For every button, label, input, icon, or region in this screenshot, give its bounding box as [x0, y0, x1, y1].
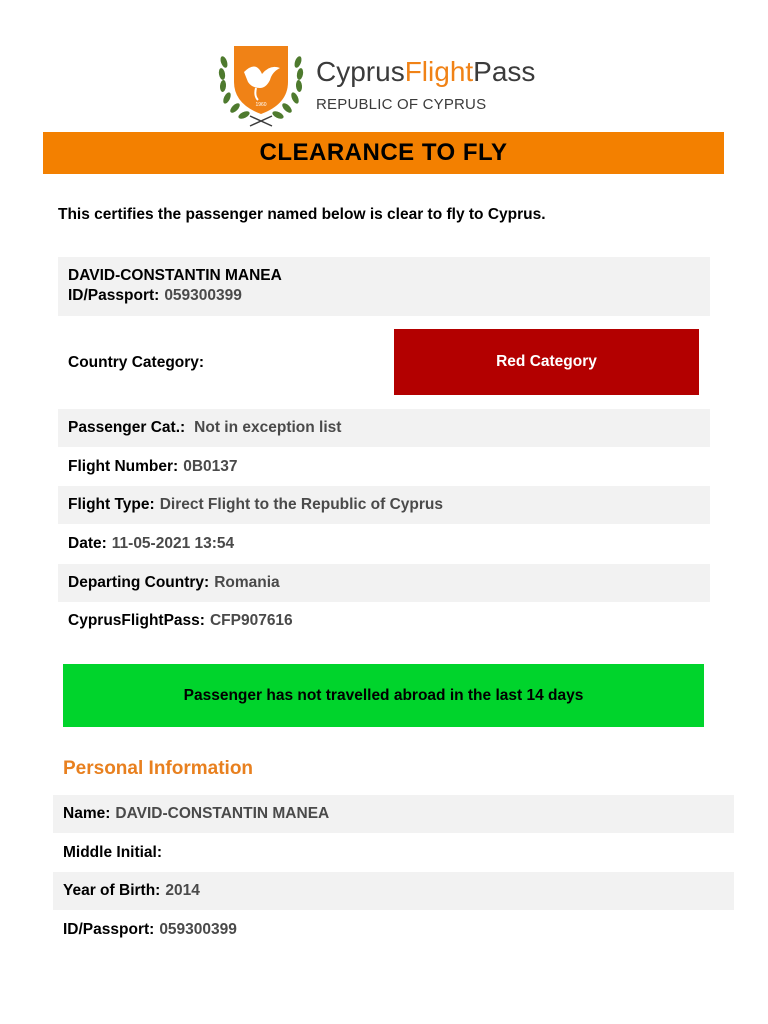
personal-name-value: DAVID-CONSTANTIN MANEA [115, 805, 330, 822]
country-category-value: Red Category [496, 353, 597, 370]
flight-number-value: 0B0137 [183, 458, 238, 475]
date-row [58, 525, 710, 563]
brand-part-flight: Flight [404, 56, 474, 87]
brand-subtitle: REPUBLIC OF CYPRUS [316, 96, 487, 113]
country-category-label: Country Category: [68, 354, 205, 371]
seal-year: 1960 [255, 102, 267, 108]
personal-id-value: 059300399 [159, 921, 237, 938]
passenger-cat-value: Not in exception list [194, 419, 342, 436]
flight-type-value: Direct Flight to the Republic of Cyprus [159, 496, 444, 513]
cyprusflightpass-label: CyprusFlightPass: [68, 612, 205, 629]
brand-name [316, 56, 535, 88]
middle-initial-label: Middle Initial: [63, 844, 163, 861]
cyprusflightpass-row [58, 602, 710, 640]
passenger-name: DAVID-CONSTANTIN MANEA [68, 267, 282, 284]
personal-id-label: ID/Passport: [63, 921, 155, 938]
flight-number-label: Flight Number: [68, 458, 179, 475]
travel-status-text: Passenger has not travelled abroad in the last 14 days [183, 686, 584, 704]
departing-country-value: Romania [214, 574, 280, 591]
flight-number-row [58, 448, 710, 486]
personal-name-row [53, 795, 734, 833]
year-of-birth-value: 2014 [165, 882, 200, 899]
brand-part-cyprus: Cyprus [316, 56, 405, 87]
middle-initial-row [53, 834, 734, 872]
cyprus-coat-of-arms-icon [216, 42, 306, 128]
personal-info-title: Personal Information [63, 758, 254, 779]
clearance-banner [43, 132, 724, 174]
personal-name-label: Name: [63, 805, 111, 822]
clearance-title: CLEARANCE TO FLY [259, 139, 508, 166]
passenger-cat-label: Passenger Cat.: [68, 419, 186, 436]
date-value: 11-05-2021 13:54 [111, 535, 235, 552]
year-of-birth-row [53, 872, 734, 910]
passenger-cat-row [58, 409, 710, 447]
passenger-id-value: 059300399 [164, 287, 242, 304]
flight-type-label: Flight Type: [68, 496, 155, 513]
year-of-birth-label: Year of Birth: [63, 882, 161, 899]
personal-id-row [53, 911, 734, 949]
departing-country-label: Departing Country: [68, 574, 210, 591]
red-category-badge [394, 329, 699, 395]
certification-text: This certifies the passenger named below is clear to fly to Cyprus. [58, 206, 546, 223]
brand-part-pass: Pass [473, 56, 536, 87]
cyprusflightpass-value: CFP907616 [209, 612, 293, 629]
date-label: Date: [68, 535, 107, 552]
travel-status-banner [63, 664, 704, 727]
flight-type-row [58, 486, 710, 524]
departing-country-row [58, 564, 710, 602]
passenger-name-box [58, 257, 710, 316]
passenger-id-label: ID/Passport: [68, 287, 160, 304]
